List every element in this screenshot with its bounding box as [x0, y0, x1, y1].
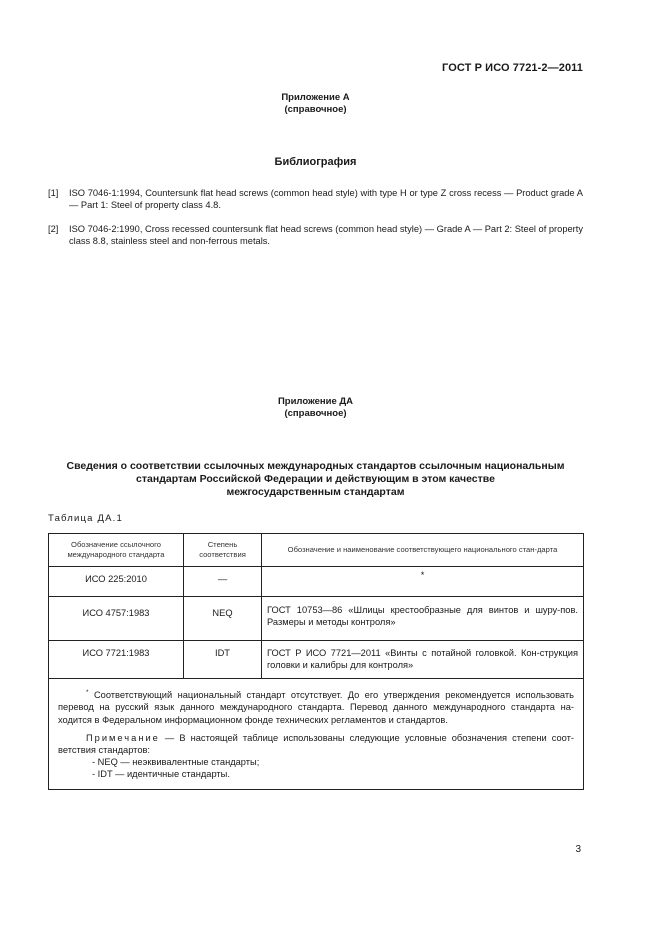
appendix-da-subtitle: (справочное) — [284, 408, 347, 419]
section-title — [48, 460, 583, 499]
table-footnote — [49, 679, 584, 790]
cell-national: * — [262, 567, 584, 597]
table-row — [49, 597, 584, 641]
appendix-da-heading — [48, 396, 583, 420]
cell-intl: ИСО 7721:1983 — [49, 641, 184, 679]
note-label: Примечание — [86, 732, 160, 743]
note-item: - NEQ — неэквивалентные стандарты; — [92, 757, 260, 768]
footnote-text: * Соответствующий национальный стандарт отсутствует. До его утверждения рекомендуется использовать перевод на русский язык данного международного стандарта. Перевод данного международного стандарта на-ходится в Федеральном информационном фонде технических регламентов и стандартов. — [58, 689, 575, 725]
table-row — [49, 567, 584, 597]
appendix-a-heading — [48, 92, 583, 116]
cell-degree: IDT — [184, 641, 262, 679]
bibliography-title: Библиография — [274, 156, 357, 168]
bibliography-item-number: [2] — [48, 224, 59, 234]
cell-intl: ИСО 4757:1983 — [49, 597, 184, 641]
note-text: Примечание — В настоящей таблице использованы следующие условные обозначения степени соот-ветствия стандартов: — [58, 732, 574, 755]
section-title-line: Сведения о соответствии ссылочных международных стандартов ссылочным национальным — [66, 460, 565, 472]
cell-national: ГОСТ 10753—86 «Шлицы крестообразные для винтов и шуру-пов. Размеры и методы контроля» — [262, 597, 584, 641]
bibliography-item-number: [1] — [48, 188, 59, 198]
bibliography-item-text: ISO 7046-1:1994, Countersunk flat head screws (common head style) with type H or type Z cross recess — Product grade A — Part 1: Steel of property class 4.8. — [69, 188, 583, 211]
table-footnote-row — [49, 679, 584, 790]
table-row — [49, 641, 584, 679]
page-number: 3 — [575, 844, 581, 855]
bibliography-item — [48, 223, 583, 248]
header-degree: Степень соответствия — [184, 534, 262, 567]
footnote-mark: * — [86, 689, 89, 696]
table-header-row — [49, 534, 584, 567]
bibliography-item — [48, 187, 583, 212]
document-number-header: ГОСТ Р ИСО 7721-2—2011 — [442, 62, 583, 74]
table-label: Таблица ДА.1 — [48, 513, 123, 524]
appendix-da-title: Приложение ДА — [277, 396, 354, 407]
correspondence-table — [48, 533, 584, 790]
cell-intl: ИСО 225:2010 — [49, 567, 184, 597]
section-title-line: межгосударственным стандартам — [226, 486, 405, 498]
bibliography-item-text: ISO 7046-2:1990, Cross recessed countersunk flat head screws (common head style) — Grade A — Part 2: Steel of property class 8.8, stainless steel and non-ferrous metals. — [69, 224, 583, 247]
header-national-standard: Обозначение и наименование соответствующего национального стан-дарта — [262, 534, 584, 567]
appendix-a-subtitle: (справочное) — [284, 104, 347, 115]
cell-degree: NEQ — [184, 597, 262, 641]
cell-degree: — — [184, 567, 262, 597]
header-intl-standard: Обозначение ссылочного международного стандарта — [49, 534, 184, 567]
cell-national: ГОСТ Р ИСО 7721—2011 «Винты с потайной головкой. Кон-струкция головки и калибры для контроля» — [262, 641, 584, 679]
note-item: - IDT — идентичные стандарты. — [92, 769, 230, 780]
appendix-a-title: Приложение А — [281, 92, 350, 103]
section-title-line: стандартам Российской Федерации и действующим в этом качестве — [136, 473, 495, 485]
